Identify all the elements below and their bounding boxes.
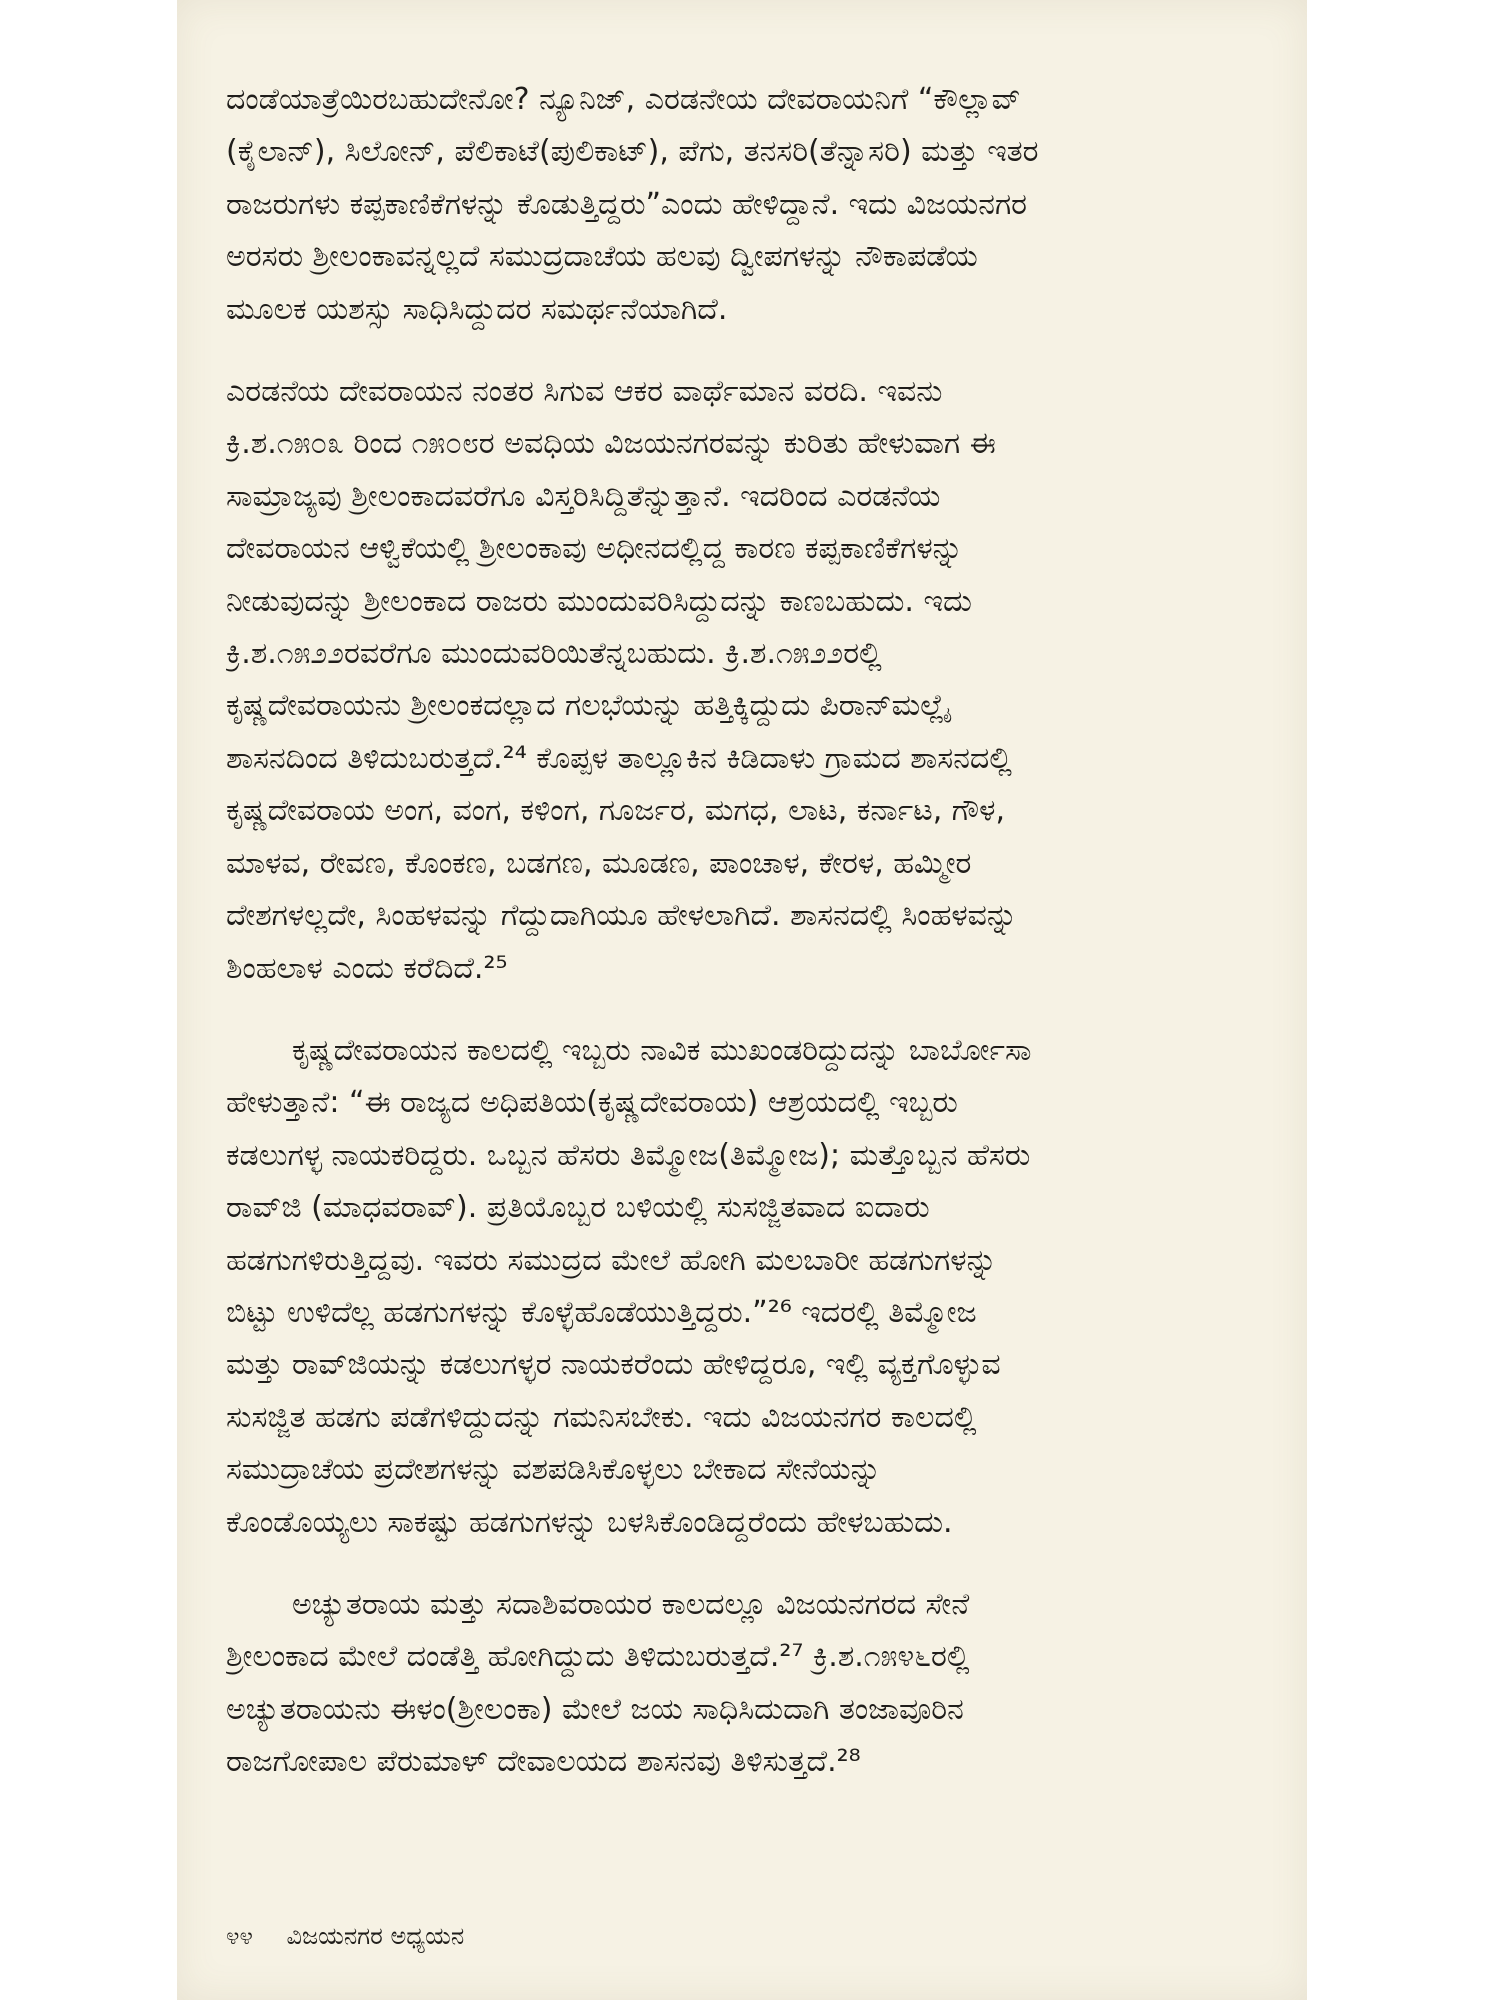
text-line: ಕ್ರಿ.ಶ.೧೫೨೨ರವರೆಗೂ ಮುಂದುವರಿಯಿತೆನ್ನಬಹುದು. ಕ್ರಿ.ಶ.೧೫೨೨ರಲ್ಲಿ bbox=[226, 636, 882, 672]
text-line: ದಂಡೆಯಾತ್ರೆಯಿರಬಹುದೇನೋ? ನ್ಯೂನಿಜ್, ಎರಡನೇಯ ದೇವರಾಯನಿಗೆ “ಕೌಲ್ಲಾವ್ bbox=[226, 82, 1021, 117]
text-line: ಶಾಸನದಿಂದ ತಿಳಿದುಬರುತ್ತದೆ.²⁴ ಕೊಪ್ಪಳ ತಾಲ್ಲೂಕಿನ ಕಿಡಿದಾಳು ಗ್ರಾಮದ ಶಾಸನದಲ್ಲಿ bbox=[226, 740, 1012, 776]
text-line-content: ಕೃಷ್ಣದೇವರಾಯನ ಕಾಲದಲ್ಲಿ ಇಬ್ಬರು ನಾವಿಕ ಮುಖಂಡರಿದ್ದುದನ್ನು ಬಾರ್ಬೋಸಾ bbox=[292, 1032, 1032, 1068]
text-line: ಅಚ್ಯುತರಾಯನು ಈಳಂ(ಶ್ರೀಲಂಕಾ) ಮೇಲೆ ಜಯ ಸಾಧಿಸಿದುದಾಗಿ ತಂಜಾವೂರಿನ bbox=[226, 1691, 964, 1727]
text-line: ಕ್ರಿ.ಶ.೧೫೦೩ ರಿಂದ ೧೫೦೮ರ ಅವಧಿಯ ವಿಜಯನಗರವನ್ನು ಕುರಿತು ಹೇಳುವಾಗ ಈ bbox=[226, 426, 996, 462]
text-line: ನೀಡುವುದನ್ನು ಶ್ರೀಲಂಕಾದ ರಾಜರು ಮುಂದುವರಿಸಿದ್ದುದನ್ನು ಕಾಣಬಹುದು. ಇದು bbox=[226, 583, 972, 619]
text-line: ಅರಸರು ಶ್ರೀಲಂಕಾವನ್ನಲ್ಲದೆ ಸಮುದ್ರದಾಚೆಯ ಹಲವು ದ್ವೀಪಗಳನ್ನು ನೌಕಾಪಡೆಯ bbox=[226, 239, 978, 275]
text-line: ಎರಡನೆಯ ದೇವರಾಯನ ನಂತರ ಸಿಗುವ ಆಕರ ವಾರ್ಥೆಮಾನ ವರದಿ. ಇವನು bbox=[226, 374, 943, 410]
text-line bbox=[226, 1579, 1246, 1631]
text-line: ಶಿಂಹಲಾಳ ಎಂದು ಕರೆದಿದೆ.²⁵ bbox=[226, 950, 508, 986]
paragraph bbox=[226, 1025, 1246, 1549]
paragraph bbox=[226, 1579, 1246, 1789]
text-line: ಶ್ರೀಲಂಕಾದ ಮೇಲೆ ದಂಡೆತ್ತಿ ಹೋಗಿದ್ದುದು ತಿಳಿದುಬರುತ್ತದೆ.²⁷ ಕ್ರಿ.ಶ.೧೫೪೬ರಲ್ಲಿ bbox=[226, 1639, 970, 1675]
text-line-content: ಅಚ್ಯುತರಾಯ ಮತ್ತು ಸದಾಶಿವರಾಯರ ಕಾಲದಲ್ಲೂ ವಿಜಯನಗರದ ಸೇನೆ bbox=[292, 1586, 970, 1622]
book-page bbox=[177, 0, 1307, 2000]
text-line: ಕೃಷ್ಣದೇವರಾಯನು ಶ್ರೀಲಂಕದಲ್ಲಾದ ಗಲಭೆಯನ್ನು ಹತ್ತಿಕ್ಕಿದ್ದುದು ಪಿರಾನ್‌ಮಲ್ಲೈ bbox=[226, 688, 950, 724]
text-line: ಸುಸಜ್ಜಿತ ಹಡಗು ಪಡೆಗಳಿದ್ದುದನ್ನು ಗಮನಿಸಬೇಕು. ಇದು ವಿಜಯನಗರ ಕಾಲದಲ್ಲಿ bbox=[226, 1399, 977, 1435]
text-line: ಮೂಲಕ ಯಶಸ್ಸು ಸಾಧಿಸಿದ್ದುದರ ಸಮರ್ಥನೆಯಾಗಿದೆ. bbox=[226, 291, 728, 327]
text-line: ಕೃಷ್ಣದೇವರಾಯ ಅಂಗ, ವಂಗ, ಕಳಿಂಗ, ಗೂರ್ಜರ, ಮಗಧ, ಲಾಟ, ಕರ್ನಾಟ, ಗೌಳ, bbox=[226, 793, 1006, 829]
text-line: (ಕೈಲಾನ್), ಸಿಲೋನ್, ಪೆಲಿಕಾಟೆ(ಪುಲಿಕಾಟ್), ಪೆಗು, ತನಸರಿ(ತೆನ್ನಾಸರಿ) ಮತ್ತು ಇತರ bbox=[226, 134, 1039, 170]
text-line: ಮತ್ತು ರಾವ್‌ಜಿಯನ್ನು ಕಡಲುಗಳ್ಳರ ನಾಯಕರೆಂದು ಹೇಳಿದ್ದರೂ, ಇಲ್ಲಿ ವ್ಯಕ್ತಗೊಳ್ಳುವ bbox=[226, 1347, 1001, 1383]
text-line: ಹಡಗುಗಳಿರುತ್ತಿದ್ದವು. ಇವರು ಸಮುದ್ರದ ಮೇಲೆ ಹೋಗಿ ಮಲಬಾರೀ ಹಡಗುಗಳನ್ನು bbox=[226, 1242, 997, 1278]
paragraph bbox=[226, 366, 1246, 995]
book-title: ವಿಜಯನಗರ ಅಧ್ಯಯನ bbox=[286, 1922, 465, 1950]
text-line: ದೇಶಗಳಲ್ಲದೇ, ಸಿಂಹಳವನ್ನು ಗೆದ್ದುದಾಗಿಯೂ ಹೇಳಲಾಗಿದೆ. ಶಾಸನದಲ್ಲಿ ಸಿಂಹಳವನ್ನು bbox=[226, 898, 1018, 934]
text-line: ಸಮುದ್ರಾಚೆಯ ಪ್ರದೇಶಗಳನ್ನು ವಶಪಡಿಸಿಕೊಳ್ಳಲು ಬೇಕಾದ ಸೇನೆಯನ್ನು bbox=[226, 1452, 881, 1488]
text-line: ಬಿಟ್ಟು ಉಳಿದೆಲ್ಲ ಹಡಗುಗಳನ್ನು ಕೊಳ್ಳೆಹೊಡೆಯುತ್ತಿದ್ದರು.”²⁶ ಇದರಲ್ಲಿ ತಿಮ್ಮೋಜ bbox=[226, 1294, 977, 1330]
paragraph bbox=[226, 74, 1246, 336]
body-text bbox=[226, 74, 1246, 1789]
text-line: ಹೇಳುತ್ತಾನೆ: “ಈ ರಾಜ್ಯದ ಅಧಿಪತಿಯ(ಕೃಷ್ಣದೇವರಾಯ) ಆಶ್ರಯದಲ್ಲಿ ಇಬ್ಬರು bbox=[226, 1085, 958, 1121]
page-footer bbox=[226, 1922, 464, 1950]
text-line: ಕಡಲುಗಳ್ಳ ನಾಯಕರಿದ್ದರು. ಒಬ್ಬನ ಹೆಸರು ತಿಮ್ಮೋಜ(ತಿಮ್ಮೋಜ); ಮತ್ತೊಬ್ಬನ ಹೆಸರು bbox=[226, 1137, 1031, 1173]
text-line: ಕೊಂಡೊಯ್ಯಲು ಸಾಕಷ್ಟು ಹಡಗುಗಳನ್ನು ಬಳಸಿಕೊಂಡಿದ್ದರೆಂದು ಹೇಳಬಹುದು. bbox=[226, 1504, 953, 1540]
text-line: ಸಾಮ್ರಾಜ್ಯವು ಶ್ರೀಲಂಕಾದವರೆಗೂ ವಿಸ್ತರಿಸಿದ್ದಿತೆನ್ನುತ್ತಾನೆ. ಇದರಿಂದ ಎರಡನೆಯ bbox=[226, 478, 941, 514]
text-line: ರಾವ್‌ಜಿ (ಮಾಧವರಾವ್). ಪ್ರತಿಯೊಬ್ಬರ ಬಳಿಯಲ್ಲಿ ಸುಸಜ್ಜಿತವಾದ ಐದಾರು bbox=[226, 1190, 930, 1226]
text-line: ರಾಜಗೋಪಾಲ ಪೆರುಮಾಳ್ ದೇವಾಲಯದ ಶಾಸನವು ತಿಳಿಸುತ್ತದೆ.²⁸ bbox=[226, 1744, 861, 1780]
page-number: ೪೪ bbox=[226, 1922, 253, 1950]
text-line bbox=[226, 1025, 1246, 1077]
text-line: ಮಾಳವ, ರೇವಣ, ಕೊಂಕಣ, ಬಡಗಣ, ಮೂಡಣ, ಪಾಂಚಾಳ, ಕೇರಳ, ಹಮ್ಮೀರ bbox=[226, 845, 972, 881]
text-line: ದೇವರಾಯನ ಆಳ್ವಿಕೆಯಲ್ಲಿ ಶ್ರೀಲಂಕಾವು ಅಧೀನದಲ್ಲಿದ್ದ ಕಾರಣ ಕಪ್ಪಕಾಣಿಕೆಗಳನ್ನು bbox=[226, 531, 963, 567]
text-line: ರಾಜರುಗಳು ಕಪ್ಪಕಾಣಿಕೆಗಳನ್ನು ಕೊಡುತ್ತಿದ್ದರು”ಎಂದು ಹೇಳಿದ್ದಾನೆ. ಇದು ವಿಜಯನಗರ bbox=[226, 186, 1028, 222]
